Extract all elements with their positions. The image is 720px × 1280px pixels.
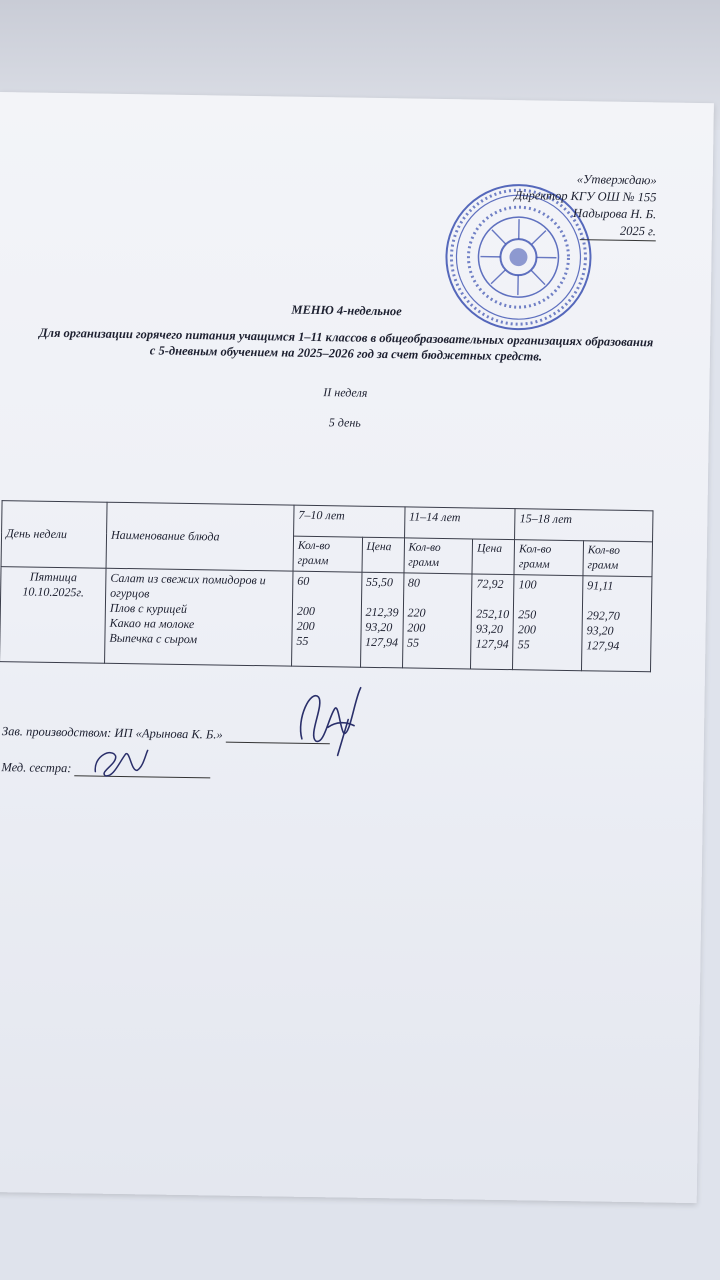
subheader-price: Цена [472, 539, 515, 575]
cell-value: 55 [296, 633, 309, 648]
header-dish: Наименование блюда [106, 502, 294, 571]
menu-subtitle: Для организации горячего питания учащимся 1–11 классов в общеобразовательных организациях образования с 5-дневным обучением на 2025–2026 год за счет бюджетных средств. [38, 325, 654, 364]
approval-label: «Утверждаю» [576, 172, 657, 188]
cell-value: 200 [407, 620, 426, 635]
cell-value: 91,11 [587, 578, 614, 593]
cell-value: 72,92 [476, 576, 504, 591]
list-item: Плов с курицей [109, 600, 188, 616]
cell-value: 252,10 [476, 606, 510, 622]
cell-value: 127,94 [364, 634, 399, 650]
list-item: Выпечка с сыром [109, 630, 198, 647]
cell-value: 93,20 [365, 619, 393, 635]
cell-value: 93,20 [475, 621, 504, 636]
cell-value: 93,20 [586, 623, 614, 638]
cell-value: 127,94 [586, 638, 620, 653]
menu-table [0, 500, 654, 672]
cell-value: 200 [296, 603, 315, 619]
price-15-18 [581, 576, 652, 672]
day-cell [0, 567, 106, 664]
day-date: 10.10.2025г. [22, 584, 85, 600]
subheader-qty: Кол-во грамм [514, 540, 583, 576]
subheader-qty: Кол-во грамм [293, 536, 362, 572]
cell-value: 212,39 [365, 604, 399, 620]
cell-value: 80 [407, 575, 421, 590]
document-page [0, 92, 714, 1203]
list-item: Салат из свежих помидоров и огурцов [110, 570, 266, 601]
subheader-price: Цена [362, 537, 405, 573]
cell-value: 200 [517, 622, 537, 637]
cell-value: 60 [297, 573, 310, 588]
qty-7-10 [292, 571, 362, 667]
header-age-7-10: 7–10 лет [294, 505, 405, 538]
table-row [0, 567, 652, 672]
cell-value: 250 [518, 607, 537, 622]
menu-title: МЕНЮ 4-недельное [291, 302, 402, 319]
cell-value: 100 [518, 577, 537, 592]
production-signature-row [2, 724, 330, 744]
dish-list [105, 568, 293, 666]
day-name: Пятница [29, 569, 77, 585]
nurse-label: Мед. сестра: [1, 760, 72, 776]
price-7-10 [360, 572, 403, 668]
cell-value: 292,70 [586, 608, 620, 623]
header-age-11-14: 11–14 лет [404, 507, 515, 540]
approval-name: Надырова Н. Б. [572, 206, 657, 222]
cell-value: 55,50 [365, 574, 394, 590]
nurse-signature [89, 741, 152, 782]
list-item: Какао на молоке [109, 615, 195, 632]
production-label: Зав. производством: ИП «Арынова К. Б.» [1, 724, 223, 742]
approval-position: Директор КГУ ОШ № 155 [514, 188, 657, 205]
approval-block [396, 168, 657, 241]
approval-year: 2025 г. [580, 222, 656, 241]
production-signature [288, 679, 373, 758]
cell-value: 55 [517, 637, 530, 652]
subheader-qty: Кол-во грамм [404, 538, 473, 574]
cell-value: 200 [296, 618, 315, 634]
header-day: День недели [1, 501, 107, 569]
qty-15-18 [513, 575, 583, 671]
cell-value: 127,94 [475, 636, 509, 652]
cell-value: 55 [406, 635, 420, 650]
week-label: II неделя [323, 385, 368, 400]
day-label: 5 день [328, 415, 361, 430]
price-11-14 [471, 574, 514, 670]
qty-11-14 [402, 573, 472, 669]
header-age-15-18: 15–18 лет [515, 509, 653, 542]
subheader-qty: Кол-во грамм [583, 541, 653, 577]
cell-value: 220 [407, 605, 426, 620]
